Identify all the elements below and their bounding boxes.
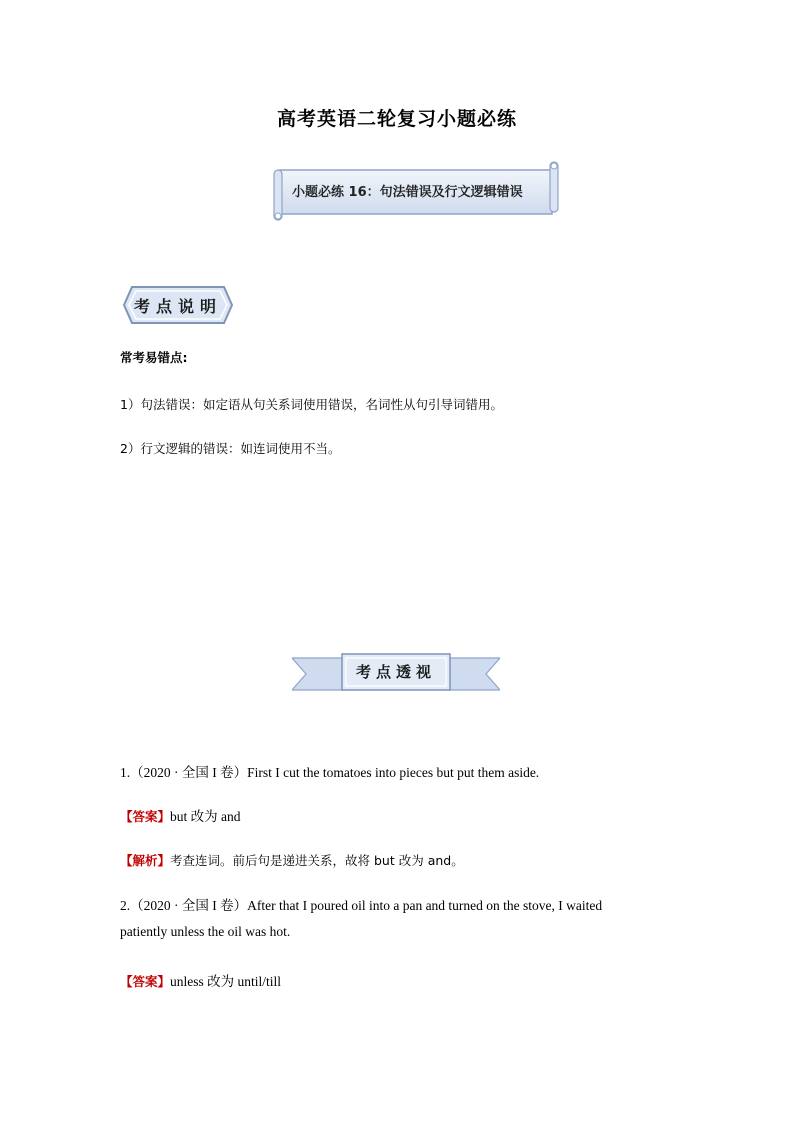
point-item: 1）句法错误：如定语从句关系词使用错误，名词性从句引导词错用。 <box>120 397 503 412</box>
scroll-title: 小题必练 16：句法错误及行文逻辑错误 <box>292 185 523 200</box>
analysis-text: 考查连词。前后句是递进关系，故将 but 改为 and。 <box>170 853 464 868</box>
document-title: 高考英语二轮复习小题必练 <box>276 108 517 130</box>
answer-tag: 【答案】 <box>120 974 171 989</box>
answer-row <box>120 805 241 825</box>
answer-text: but 改为 and <box>170 809 241 824</box>
question-stem-continued: patiently unless the oil was hot. <box>120 924 291 939</box>
question-stem: 2.（2020 · 全国 I 卷）After that I poured oil into a pan and turned on the stove, I waited <box>120 898 603 913</box>
answer-tag: 【答案】 <box>120 809 171 824</box>
section-ribbon-label: 考点透视 <box>355 663 436 681</box>
question-stem: 1.（2020 · 全国 I 卷）First I cut the tomatoes into pieces but put them aside. <box>120 765 540 780</box>
analysis-tag: 【解析】 <box>120 853 171 868</box>
analysis-row <box>120 850 464 869</box>
answer-text: unless 改为 until/till <box>170 974 282 989</box>
section-heading: 常考易错点: <box>120 350 188 365</box>
answer-row <box>120 970 281 990</box>
section-badge-label: 考点说明 <box>133 297 222 316</box>
point-item: 2）行文逻辑的错误：如连词使用不当。 <box>120 441 341 456</box>
